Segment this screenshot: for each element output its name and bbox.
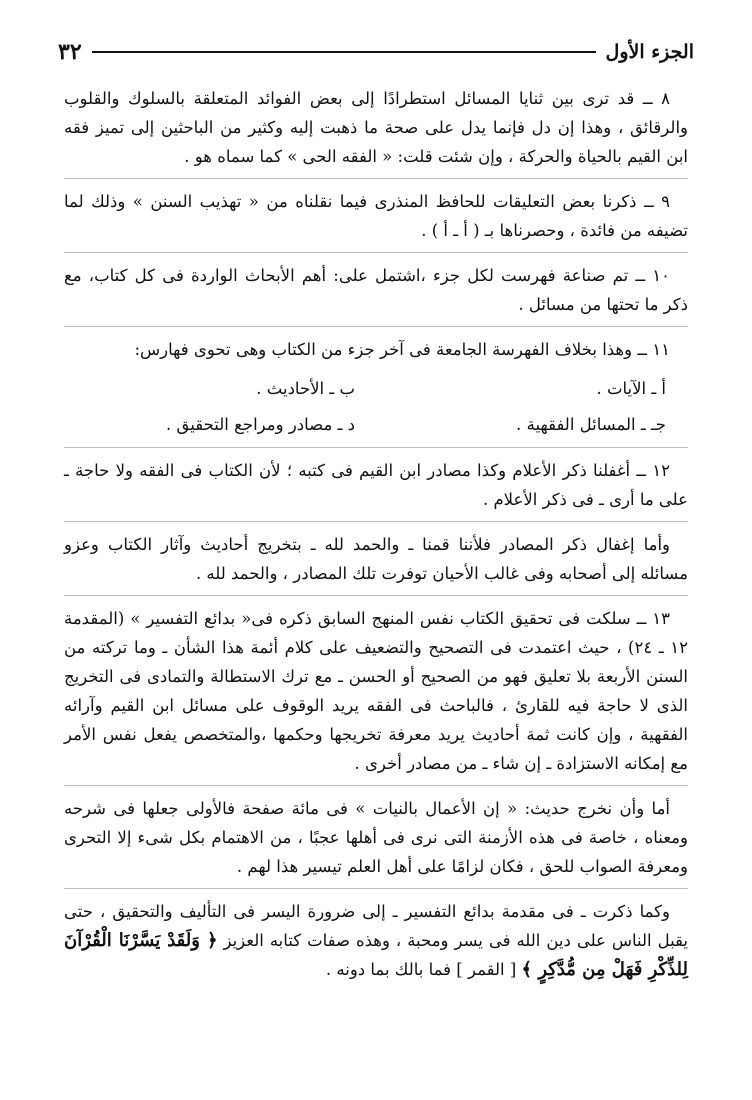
page-number: ٣٢ bbox=[58, 39, 82, 65]
paragraph-11: ١١ ــ وهذا بخلاف الفهرسة الجامعة فى آخر جزء من الكتاب وهى تحوى فهارس: bbox=[134, 340, 670, 359]
quran-verse: ﴿ وَلَقَدْ يَسَّرْنَا الْقُرْآنَ لِلذِّكْرِ فَهَلْ مِن مُّدَّكِرٍ ﴾ bbox=[64, 930, 688, 980]
paragraph-12-continued: وأما إغفال ذكر المصادر فلأننا قمنا ـ والحمد لله ـ بتخريج أحاديث وآثار الكتاب وعزو مسائله إلى أصحابه وفى غالب الأحيان توفرت تلك المصادر ، والحمد لله . bbox=[64, 535, 688, 583]
paragraph-15-text: وكما ذكرت ـ فى مقدمة بدائع التفسير ـ إلى ضرورة اليسر فى التأليف والتحقيق ، حتى يقبل الناس على دين الله فى يسر ومحبة ، وهذه صفات كتابه العزيز bbox=[64, 902, 688, 950]
index-item-b: ب ـ الأحاديث . bbox=[256, 379, 355, 398]
divider bbox=[64, 326, 688, 327]
page-body bbox=[64, 84, 688, 991]
divider bbox=[64, 521, 688, 522]
paragraph-14: أما وأن نخرج حديث: « إن الأعمال بالنيات » فى مائة صفحة فالأولى جعلها فى شرحه ومعناه ، خاصة فى هذه الأزمنة التى نرى فى أهلها عجبًا ، من الاهتمام بكل شىء إلا التحرى ومعرفة الصواب للحق ، فكان لزامًا على أهل العلم تيسير هذا لهم . bbox=[64, 799, 688, 876]
index-list bbox=[64, 371, 688, 443]
paragraph-10: ١٠ ــ تم صناعة فهرست لكل جزء ،اشتمل على: أهم الأبحاث الواردة فى كل كتاب، مع ذكر ما تحتها من مسائل . bbox=[64, 266, 688, 314]
running-title: الجزء الأول bbox=[605, 41, 694, 63]
divider bbox=[64, 785, 688, 786]
paragraph-8: ٨ ــ قد ترى بين ثنايا المسائل استطرادًا إلى بعض الفوائد المتعلقة بالسلوك والقلوب والرقائق ، وهذا إن دل فإنما يدل على صحة ما ذهبت إليه وكثير من الباحثين إلى تميز فقه ابن القيم بالحياة والحركة ، وإن شئت قلت: « الفقه الحى » كما سماه هو . bbox=[64, 89, 688, 166]
paragraph-13: ١٣ ــ سلكت فى تحقيق الكتاب نفس المنهج السابق ذكره فى« بدائع التفسير » (المقدمة ١٢ ـ ٢٤) ، حيث اعتمدت فى التصحيح والتضعيف على كلام أئمة هذا الشأن ـ وما تركته من السنن الأربعة بلا تعليق فهو من الصحيح أو الحسن ـ مع ترك الاستطالة والتمادى فى التخريج الذى لا حاجة فيه للقارئ ، فالباحث فى الفقه يريد الوقوف على مسائل ابن القيم وآرائه الفقهية ، وإن كانت ثمة أحاديث يريد معرفة تخريجها وحكمها ،والمتخصص يفعل نفس الأمر مع إمكانه الاستزادة ـ إن شاء ـ من مصادر أخرى . bbox=[64, 609, 688, 773]
divider bbox=[64, 178, 688, 179]
divider bbox=[64, 888, 688, 889]
index-item-a: أ ـ الآيات . bbox=[596, 379, 666, 398]
index-item-c: جـ ـ المسائل الفقهية . bbox=[516, 415, 666, 434]
divider bbox=[64, 252, 688, 253]
paragraph-15-tail: [ القمر ] فما بالك بما دونه . bbox=[325, 960, 522, 979]
paragraph-12: ١٢ ــ أغفلنا ذكر الأعلام وكذا مصادر ابن القيم فى كتبه ؛ لأن الكتاب فى الفقه ولا حاجة ـ على ما أرى ـ فى ذكر الأعلام . bbox=[64, 461, 688, 509]
divider bbox=[64, 595, 688, 596]
header-rule bbox=[92, 51, 596, 53]
page-header bbox=[58, 32, 694, 72]
divider bbox=[64, 447, 688, 448]
paragraph-15 bbox=[64, 897, 688, 984]
index-item-d: د ـ مصادر ومراجع التحقيق . bbox=[166, 415, 355, 434]
paragraph-9: ٩ ــ ذكرنا بعض التعليقات للحافظ المنذرى فيما نقلناه من « تهذيب السنن » وذلك لما تضيفه من فائدة ، وحصرناها بـ ( أ ـ أ ) . bbox=[64, 192, 688, 240]
